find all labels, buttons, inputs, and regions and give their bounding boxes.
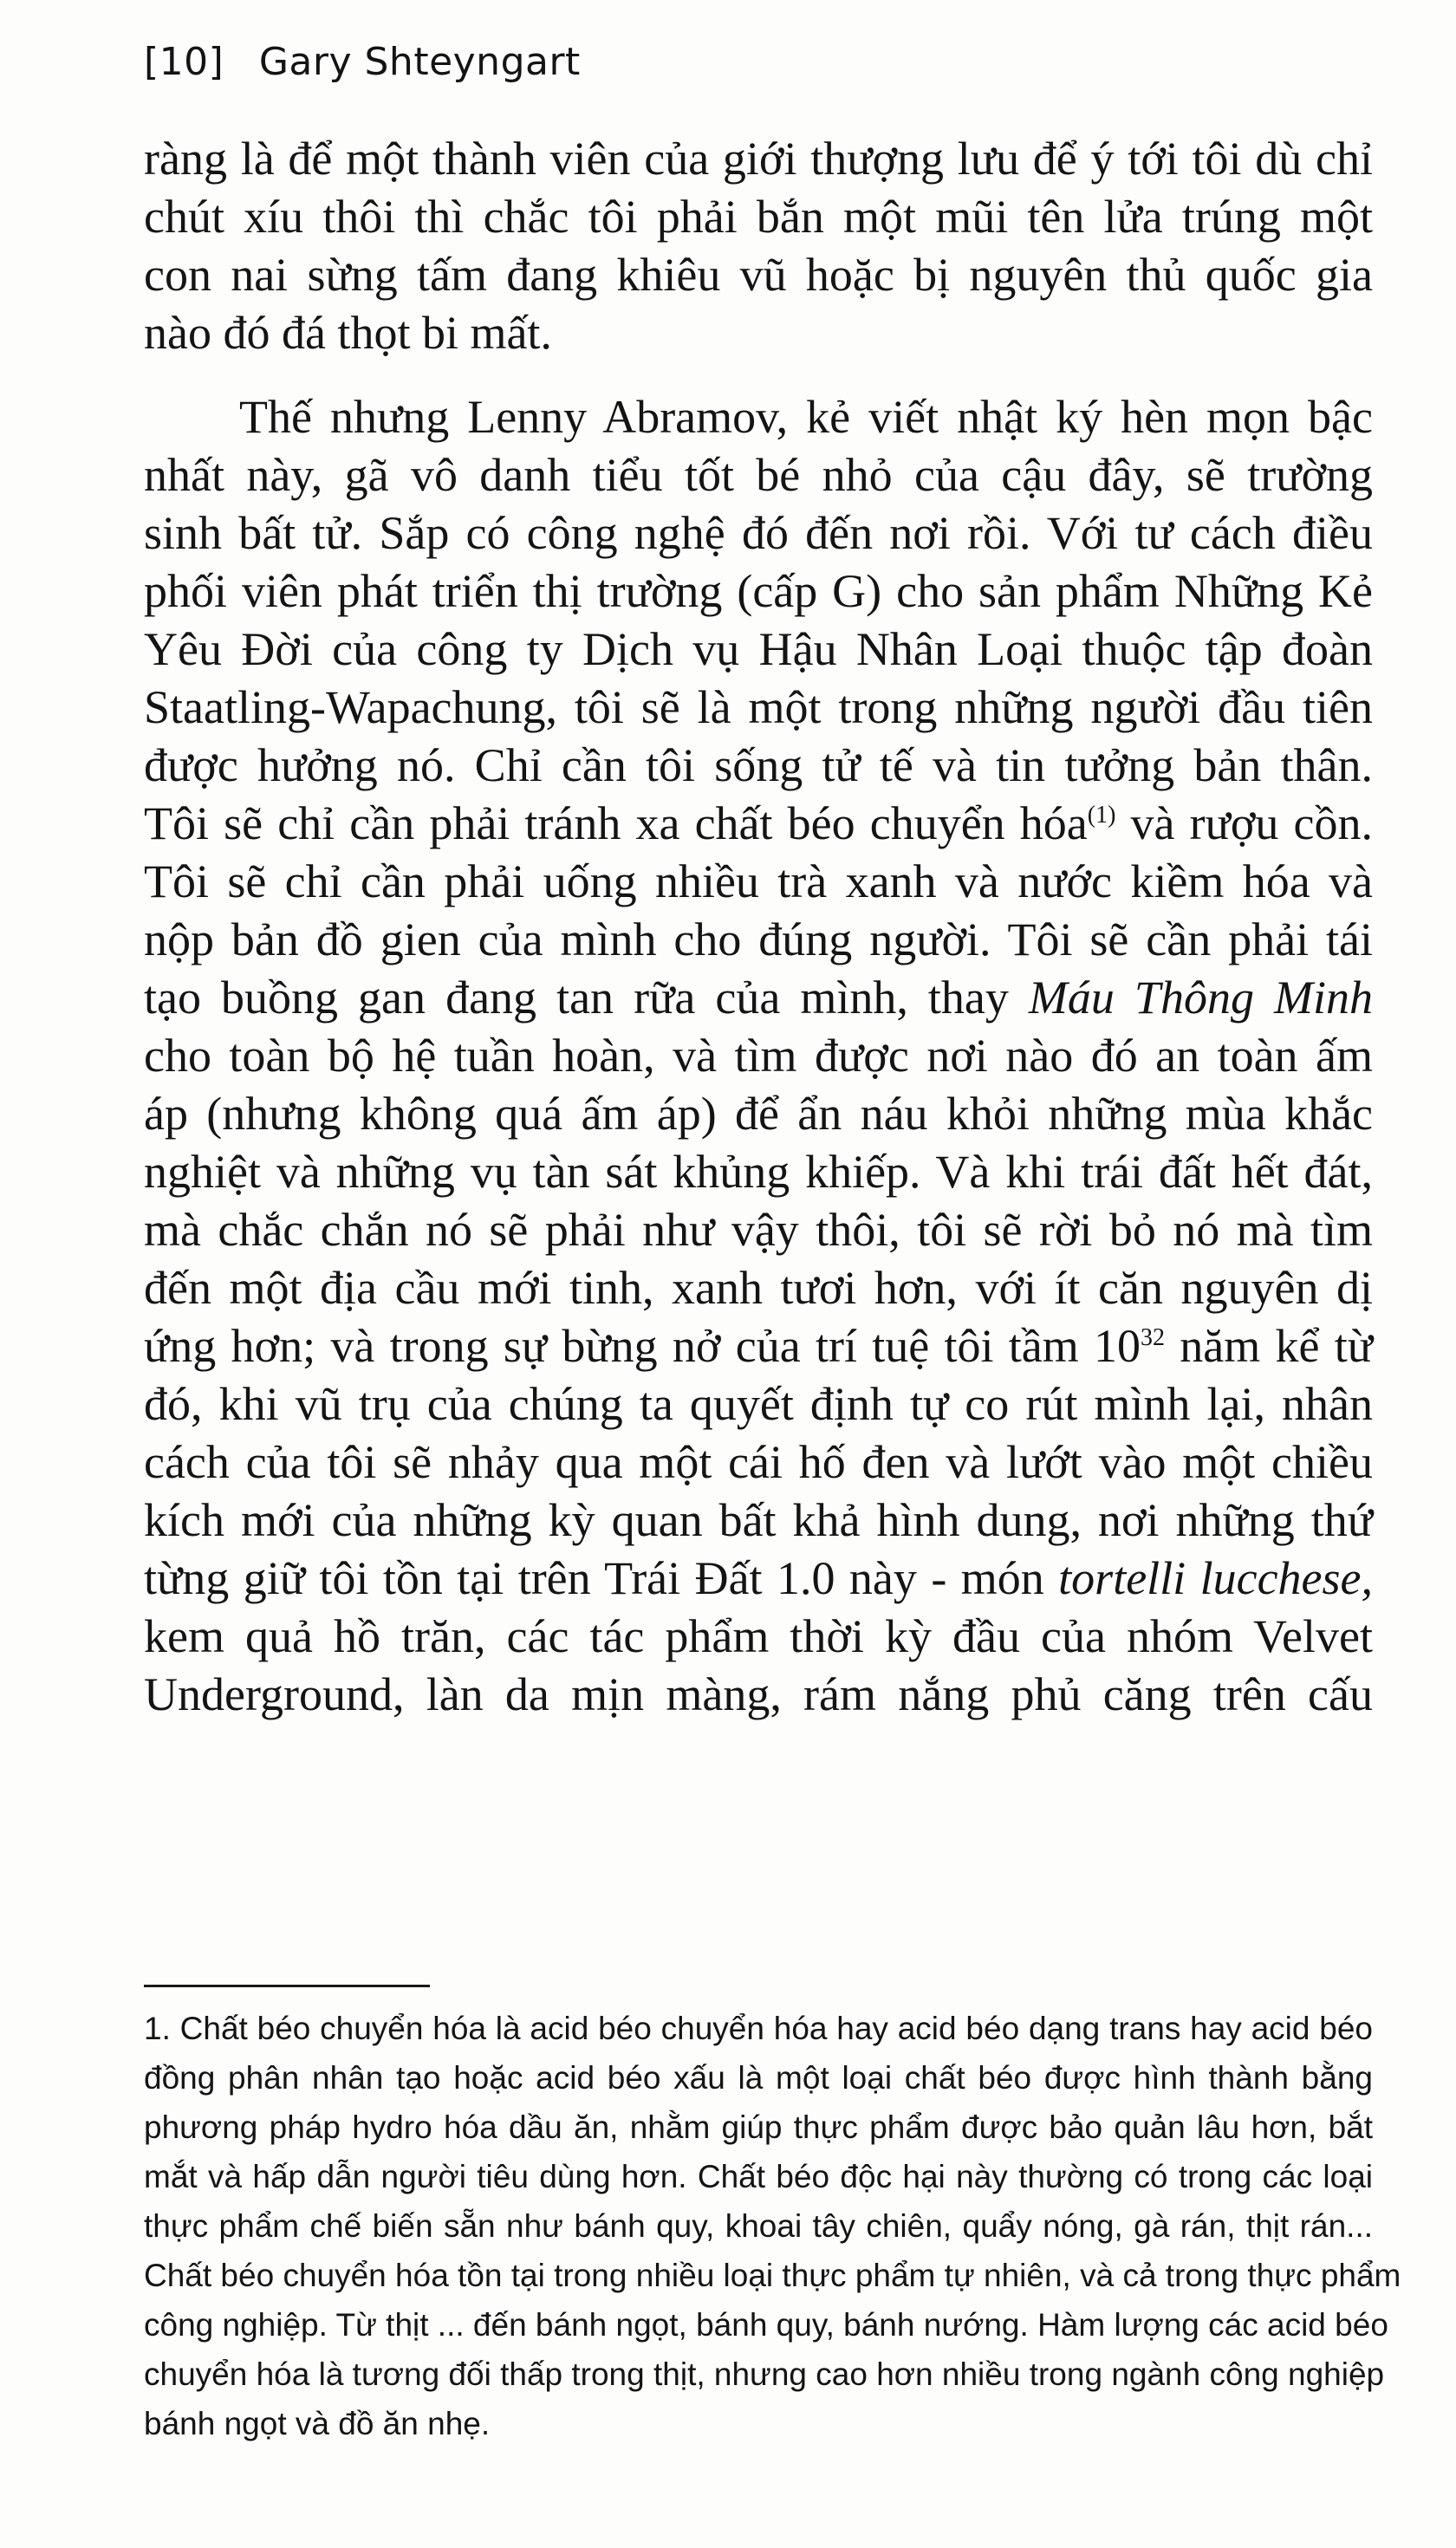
text-line: Staatling-Wapachung, tôi sẽ là một trong những người đầu tiên: [144, 681, 1373, 733]
text-line: áp (nhưng không quá ấm áp) để ẩn náu khỏi những mùa khắc: [144, 1088, 1373, 1140]
footnote-line: bánh ngọt và đồ ăn nhẹ.: [144, 2406, 491, 2441]
text-line: mà chắc chắn nó sẽ phải như vậy thôi, tôi sẽ rời bỏ nó mà tìm: [144, 1204, 1373, 1256]
text-line: đó, khi vũ trụ của chúng ta quyết định tự co rút mình lại, nhân: [144, 1378, 1373, 1430]
footnote-line: mắt và hấp dẫn người tiêu dùng hơn. Chất béo độc hại này thường có trong các loại: [144, 2159, 1373, 2194]
text-line: Thế nhưng Lenny Abramov, kẻ viết nhật ký hèn mọn bậc: [239, 391, 1373, 443]
text-line-with-italic: [144, 969, 1373, 1027]
text-fragment: từng giữ tôi tồn tại trên Trái Đất 1.0 này - món: [144, 1552, 1059, 1604]
running-head: [144, 40, 581, 84]
text-line: con nai sừng tấm đang khiêu vũ hoặc bị nguyên thủ quốc gia: [144, 249, 1373, 301]
paragraph-gap: [144, 362, 1373, 388]
text-line: Tôi sẽ chỉ cần phải uống nhiều trà xanh và nước kiềm hóa và: [144, 855, 1373, 907]
footnote-line: đồng phân nhân tạo hoặc acid béo xấu là một loại chất béo được hình thành bằng: [144, 2060, 1373, 2096]
text-line-with-exponent: [144, 1317, 1373, 1375]
text-line: Underground, làn da mịn màng, rám nắng phủ căng trên cấu: [144, 1668, 1373, 1720]
text-line: nộp bản đồ gien của mình cho đúng người. Tôi sẽ cần phải tái: [144, 913, 1373, 965]
text-fragment: Tôi sẽ chỉ cần phải tránh xa chất béo chuyển hóa: [144, 797, 1088, 849]
text-line: sinh bất tử. Sắp có công nghệ đó đến nơi rồi. Với tư cách điều: [144, 507, 1373, 559]
text-fragment: ứng hơn; và trong sự bừng nở của trí tuệ tôi tầm 10: [144, 1320, 1141, 1372]
italic-term: tortelli lucchese,: [1058, 1552, 1373, 1604]
text-line: cho toàn bộ hệ tuần hoàn, và tìm được nơi nào đó an toàn ấm: [144, 1030, 1373, 1082]
text-line: phối viên phát triển thị trường (cấp G) cho sản phẩm Những Kẻ: [144, 565, 1373, 617]
text-fragment: năm kể từ: [1164, 1320, 1373, 1372]
text-line: được hưởng nó. Chỉ cần tôi sống tử tế và tin tưởng bản thân.: [144, 739, 1373, 791]
footnote-line: thực phẩm chế biến sẵn như bánh quy, khoai tây chiên, quẩy nóng, gà rán, thịt rán...: [144, 2208, 1373, 2244]
text-line: nào đó đá thọt bi mất.: [144, 307, 552, 359]
text-line: Yêu Đời của công ty Dịch vụ Hậu Nhân Loại thuộc tập đoàn: [144, 623, 1373, 675]
text-fragment: tạo buồng gan đang tan rữa của mình, thay: [144, 972, 1029, 1024]
footnote-line: chuyển hóa là tương đối thấp trong thịt, nhưng cao hơn nhiều trong ngành công nghiệp: [144, 2356, 1385, 2392]
footnote-reference[interactable]: (1): [1087, 802, 1116, 829]
body-text: [144, 130, 1373, 1724]
text-line-with-footnote: [144, 795, 1373, 853]
italic-term: Máu Thông Minh: [1028, 972, 1373, 1024]
footnote-divider: [144, 1985, 430, 1987]
footnote-line: phương pháp hydro hóa dầu ăn, nhằm giúp thực phẩm được bảo quản lâu hơn, bắt: [144, 2109, 1373, 2145]
text-line: nhất này, gã vô danh tiểu tốt bé nhỏ của cậu đây, sẽ trường: [144, 449, 1373, 501]
text-line: cách của tôi sẽ nhảy qua một cái hố đen và lướt vào một chiều: [144, 1436, 1373, 1488]
text-line: nghiệt và những vụ tàn sát khủng khiếp. Và khi trái đất hết đát,: [144, 1146, 1373, 1198]
page-number: [10]: [144, 40, 224, 84]
text-line: kích mới của những kỳ quan bất khả hình dung, nơi những thứ: [144, 1494, 1373, 1546]
text-line: đến một địa cầu mới tinh, xanh tươi hơn, với ít căn nguyên dị: [144, 1262, 1373, 1314]
text-fragment: và rượu cồn.: [1115, 797, 1373, 849]
text-line: kem quả hồ trăn, các tác phẩm thời kỳ đầu của nhóm Velvet: [144, 1610, 1373, 1662]
exponent: 32: [1140, 1324, 1165, 1351]
footnote-line: Chất béo chuyển hóa tồn tại trong nhiều loại thực phẩm tự nhiên, và cả trong thực phẩm: [144, 2258, 1401, 2293]
footnote-line: công nghiệp. Từ thịt ... đến bánh ngọt, bánh quy, bánh nướng. Hàm lượng các acid béo: [144, 2307, 1388, 2343]
text-line: chút xíu thôi thì chắc tôi phải bắn một mũi tên lửa trúng một: [144, 191, 1373, 243]
text-line: ràng là để một thành viên của giới thượng lưu để ý tới tôi dù chỉ: [144, 133, 1373, 185]
running-head-author: Gary Shteyngart: [258, 40, 581, 84]
footnote-line: 1. Chất béo chuyển hóa là acid béo chuyển hóa hay acid béo dạng trans hay acid béo: [144, 2011, 1373, 2046]
text-line-with-italic: [144, 1550, 1373, 1608]
footnote: [144, 2004, 1401, 2448]
